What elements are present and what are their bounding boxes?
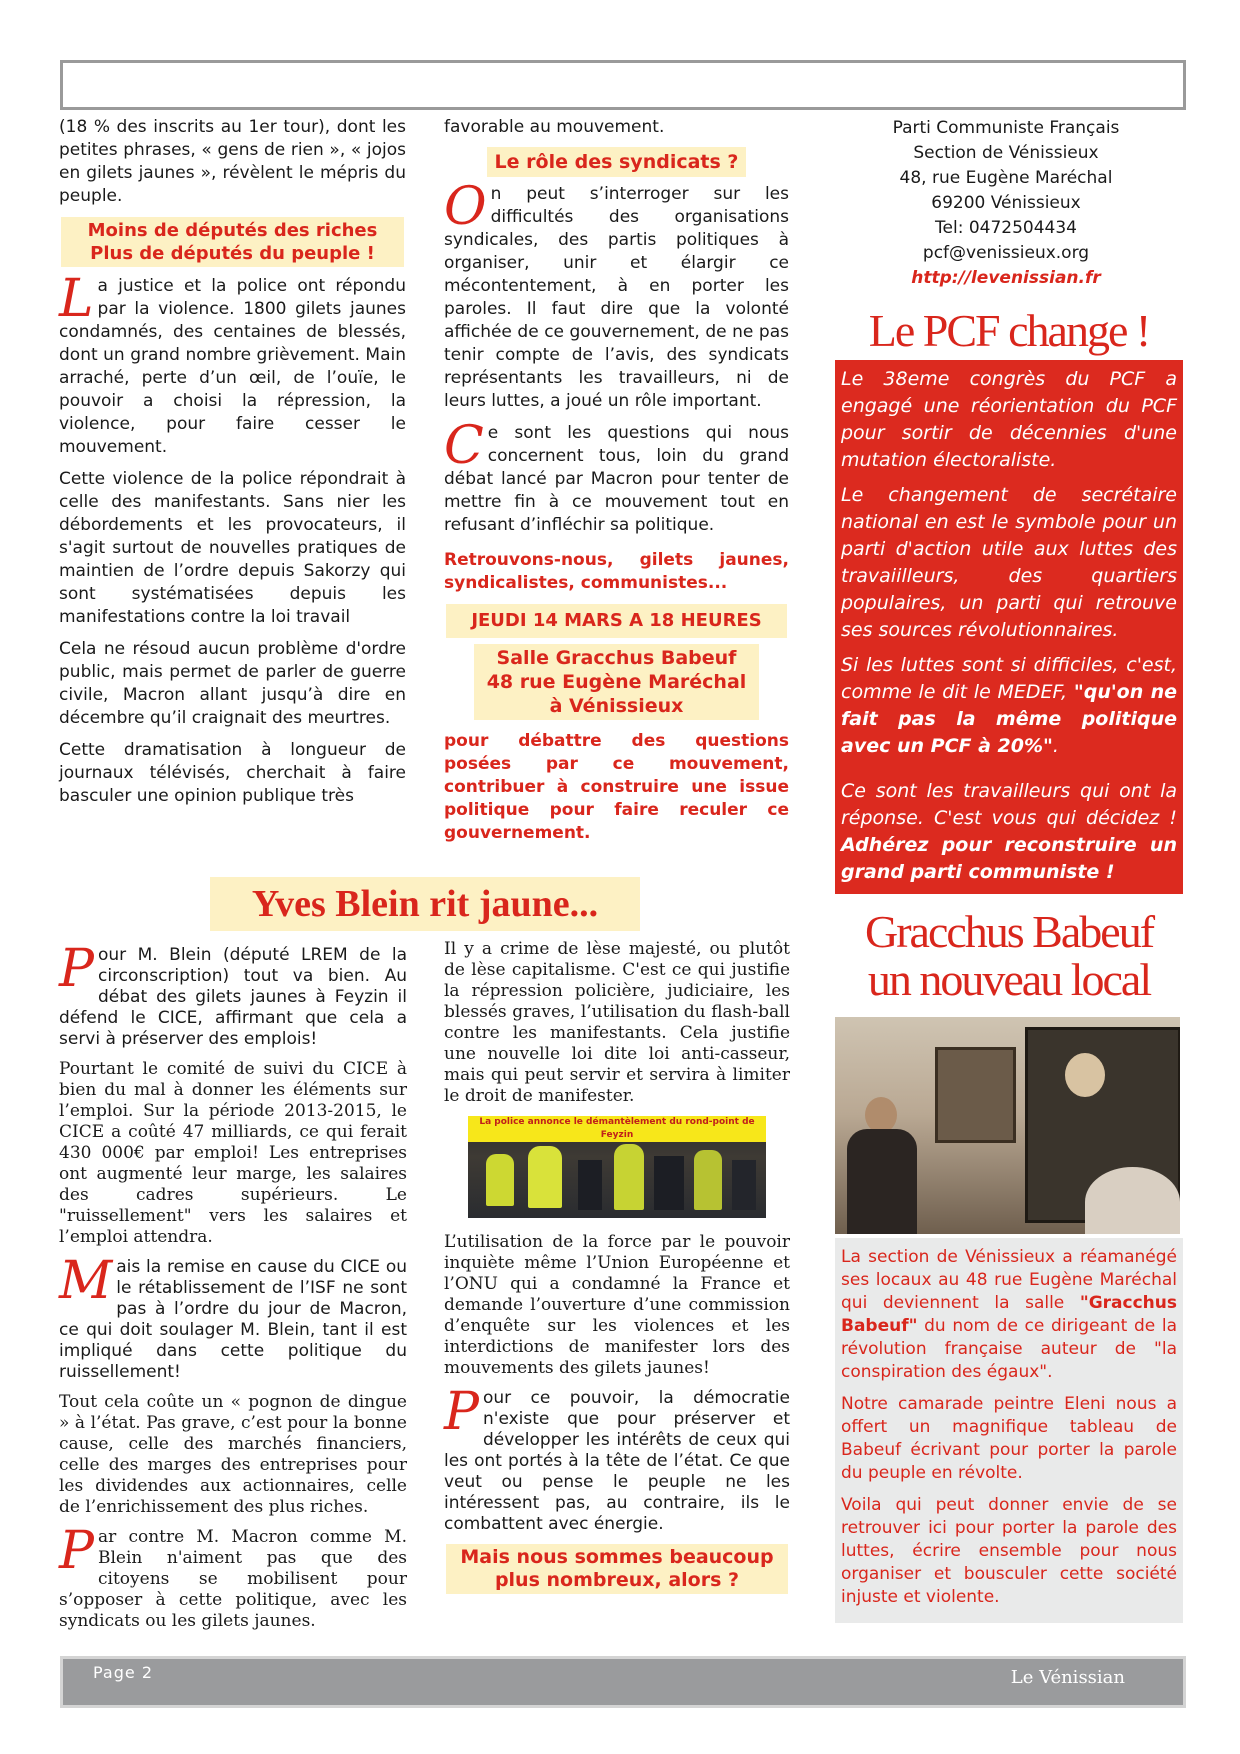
email: pcf@venissieux.org xyxy=(922,243,1090,263)
paragraph: Ce sont les questions qui nous concernent tous, loin du grand débat lancé par Macron pour tenter de mettre fin à ce mouvement tout en refusant d’infléchir sa politique. xyxy=(444,416,789,535)
paragraph: Tout cela coûte un « pognon de dingue » à l’état. Pas grave, c’est pour la bonne cause, celle des marchés financiers, celle des marges des entreprises pour les dividendes aux actionnaires, celle de l’enrichissement des plus riches. xyxy=(59,1392,407,1517)
photo-police xyxy=(468,1116,766,1218)
paragraph: Mais la remise en cause du CICE ou le rétablissement de l’ISF ne sont pas à l’ordre du jour de Macron, ce qui doit soulager M. Blein, tant il est impliqué dans cette politique du ruissellement! xyxy=(59,1251,407,1382)
paragraph: (18 % des inscrits au 1er tour), dont les petites phrases, « gens de rien », « jojos en gilets jaunes », révèlent le mépris du peuple. xyxy=(59,117,406,206)
drop-cap: O xyxy=(444,177,487,237)
phone: Tel: 0472504434 xyxy=(935,218,1077,238)
blein-column-right xyxy=(444,939,790,1594)
drop-cap: P xyxy=(444,1382,479,1442)
pcf-text-box xyxy=(835,360,1183,894)
paragraph: La justice et la police ont répondu par la violence. 1800 gilets jaunes condamnés, des centaines de blessés, dont un grand nombre grièvement. Main arraché, perte d’un œil, de l’ouïe, le pouvoir a choisi la répression, la violence, pour faire cesser le mouvement. xyxy=(59,269,406,457)
header-bar xyxy=(60,60,1186,110)
blein-column-left xyxy=(59,939,407,1641)
address-city: 69200 Vénissieux xyxy=(931,193,1081,213)
footer-bar xyxy=(60,1656,1186,1708)
paragraph: Pour ce pouvoir, la démocratie n'existe que pour préserver et développer les intérêts de ceux qui les ont portés à la tête de l’état. Ce que veut ou pense le peuple ne les intéressent pas, au contraire, ils le combattent avec énergie. xyxy=(444,1382,790,1534)
page-number: Page 2 xyxy=(93,1663,153,1682)
paragraph: Ce sont les travailleurs qui ont la réponse. C'est vous qui décidez ! Adhérez pour reconstruire un grand parti communiste ! xyxy=(841,780,1177,883)
website-link[interactable]: http://levenissian.fr xyxy=(911,268,1101,288)
paragraph: Si les luttes sont si difficiles, c'est, comme le dit le MEDEF, "qu'on ne fait pas la même politique avec un PCF à 20%". xyxy=(841,654,1177,757)
drop-cap: L xyxy=(59,269,94,329)
paragraph: Voila qui peut donner envie de se retrouver ici pour porter la parole des luttes, écrire ensemble pour nous organiser et bousculer cette société injuste et violente. xyxy=(841,1495,1177,1607)
paragraph: Le changement de secrétaire national en est le symbole pour un parti d'action utile aux luttes des travaiilleurs, des quartiers populaires, un parti qui retrouve ses sources révolutionnaires. xyxy=(841,484,1177,641)
babeuf-title xyxy=(835,908,1183,1004)
heading-line: Plus de députés du peuple ! xyxy=(90,243,375,264)
paragraph: La section de Vénissieux a réamanégé ses locaux au 48 rue Eugène Maréchal qui deviennent la salle "Gracchus Babeuf" du nom de ce dirigeant de la révolution française auteur de "la conspiration des égaux". xyxy=(841,1247,1177,1382)
paragraph: Le 38eme congrès du PCF a engagé une réorientation du PCF pour sortir de décennies d'une mutation électoraliste. xyxy=(841,368,1177,471)
drop-cap: P xyxy=(59,1521,94,1581)
title-line: un nouveau local xyxy=(867,954,1151,1005)
blein-title-wrap xyxy=(210,877,640,931)
column-left xyxy=(59,116,406,817)
drop-cap: P xyxy=(59,939,94,999)
section-heading xyxy=(61,217,404,267)
meeting-goal: pour débattre des questions posées par ce mouvement, contribuer à construire une issue politique pour faire reculer ce gouvernement. xyxy=(444,731,789,843)
title-line: Gracchus Babeuf xyxy=(864,906,1154,957)
newspaper-name: Le Vénissian xyxy=(1010,1667,1125,1688)
pcf-title: Le PCF change ! xyxy=(835,302,1183,360)
babeuf-text-box xyxy=(835,1238,1183,1623)
meeting-date: JEUDI 14 MARS A 18 HEURES xyxy=(446,604,787,638)
paragraph: Pour M. Blein (député LREM de la circonscription) tout va bien. Au débat des gilets jaunes à Feyzin il défend le CICE, affirmant que cela a servi à préserver des emplois! xyxy=(59,939,407,1049)
paragraph: Pourtant le comité de suivi du CICE à bien du mal à donner les éléments sur l’emploi. Sur la période 2013-2015, le CICE a coûté 47 milliards, ce qui ferait 430 000€ par emploi! Les entreprises ont augmenté leur marge, les salaires des cadres supérieurs. Le "ruissellement" vers les salaires et l’emploi attendra. xyxy=(59,1059,407,1247)
contact-block xyxy=(835,116,1177,291)
call-to-meet: Retrouvons-nous, gilets jaunes, syndicalistes, communistes... xyxy=(444,550,789,593)
pcf-box xyxy=(835,302,1183,894)
section-heading: Le rôle des syndicats ? xyxy=(487,147,747,177)
paragraph: Cette dramatisation à longueur de journaux télévisés, cherchait à faire basculer une opinion publique très xyxy=(59,740,406,806)
paragraph: Par contre M. Macron comme M. Blein n'aiment pas que des citoyens se mobilisent pour s’opposer à cette politique, avec les syndicats ou les gilets jaunes. xyxy=(59,1521,407,1631)
paragraph: Il y a crime de lèse majesté, ou plutôt de lèse capitalisme. C'est ce qui justifie la répression policière, judiciaire, les blessés graves, l’utilisation du flash-ball contre les manifestants. Cela justifie une nouvelle loi dite loi anti-casseur, mais qui peut servir et servira à limiter le droit de manifester. xyxy=(444,939,790,1106)
paragraph: Cela ne résoud aucun problème d'ordre public, mais permet de parler de guerre civile, Macron allant jusqu’à dire en décembre qu’il craignait des meurtres. xyxy=(59,639,406,728)
drop-cap: M xyxy=(59,1251,113,1311)
paragraph: Notre camarade peintre Eleni nous a offert un magnifique tableau de Babeuf écrivant pour porter la parole du peuple en révolte. xyxy=(841,1394,1177,1483)
address-street: 48, rue Eugène Maréchal xyxy=(899,168,1113,188)
column-middle xyxy=(444,116,789,854)
meeting-place: Salle Gracchus Babeuf 48 rue Eugène Maréchal à Vénissieux xyxy=(474,644,759,720)
paragraph: Cette violence de la police répondrait à celle des manifestants. Sans nier les débordements et les provocateurs, il s'agit surtout de nouvelles pratiques de maintien de l’ordre depuis Sakorzy qui sont systématisées depuis les manifestations contre la loi travail xyxy=(59,469,406,627)
heading-line: Moins de députés des riches xyxy=(87,220,378,241)
drop-cap: C xyxy=(444,416,484,476)
paragraph: favorable au mouvement. xyxy=(444,117,665,137)
photo-local xyxy=(835,1017,1180,1234)
paragraph: On peut s’interroger sur les difficultés des organisations syndicales, des partis politiques à organiser, unir et élargir ce mécontentement, à en porter les paroles. Il faut dire que la volonté affichée de ce gouvernement, de ne pas tenir compte de l’avis, des syndicats représentants les travailleurs, ni de leurs luttes, a joué un rôle important. xyxy=(444,177,789,411)
org-name: Parti Communiste Français xyxy=(892,118,1120,138)
article-title: Yves Blein rit jaune... xyxy=(251,883,599,925)
section-name: Section de Vénissieux xyxy=(913,143,1099,163)
photo-caption: La police annonce le démantèlement du rond-point de Feyzin xyxy=(468,1116,766,1142)
closing-question: Mais nous sommes beaucoup plus nombreux, alors ? xyxy=(446,1544,788,1594)
paragraph: L’utilisation de la force par le pouvoir inquiète même l’Union Européenne et l’ONU qui a condamné la France et demande l’ouverture d’une commission d’enquête sur les violences et les interdictions de manifester lors des mouvements des gilets jaunes! xyxy=(444,1232,790,1378)
